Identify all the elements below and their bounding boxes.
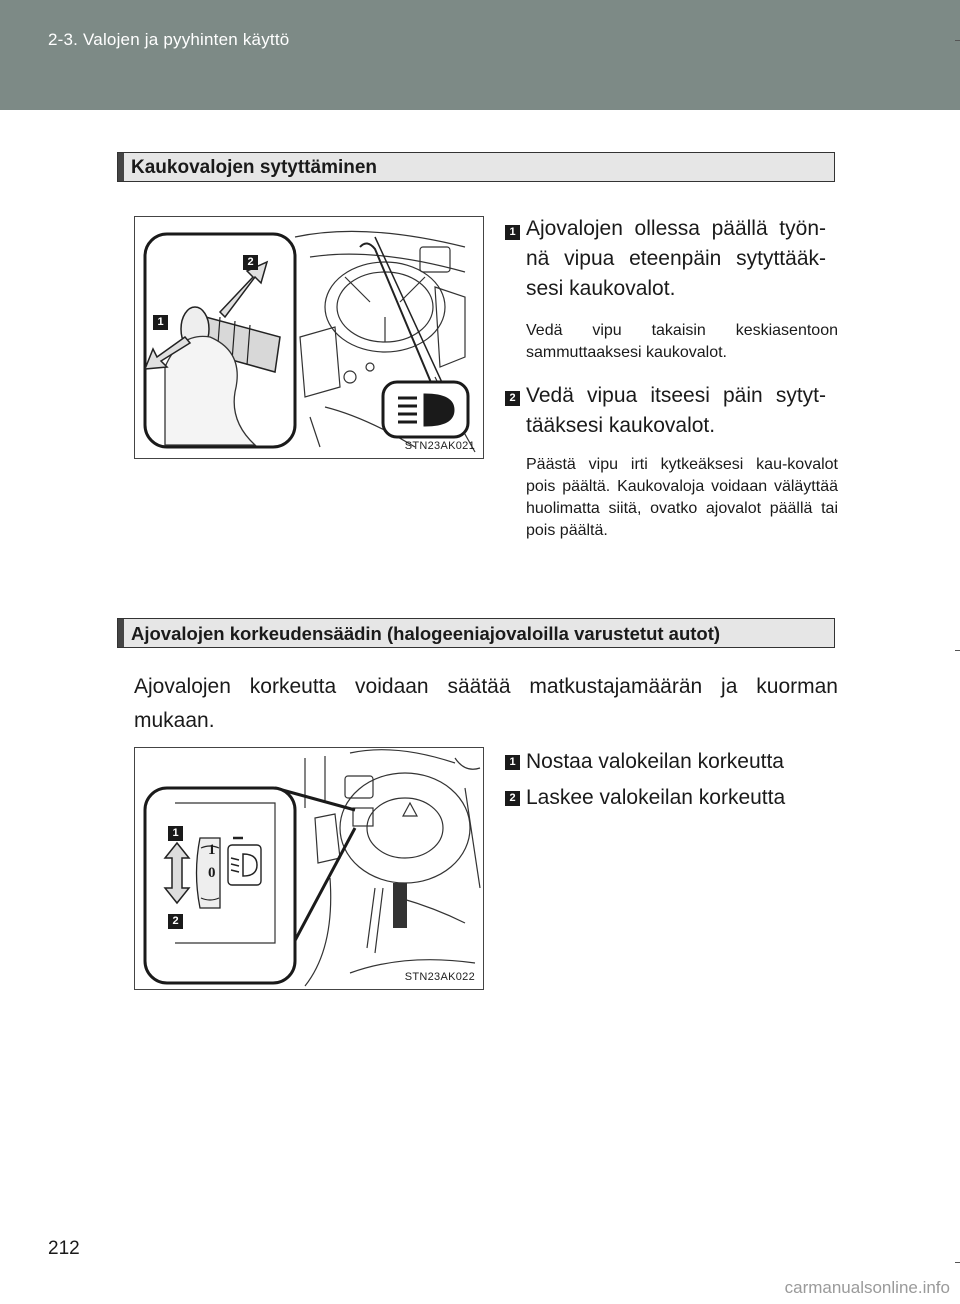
lever-illustration [135, 217, 484, 459]
figure-badge-1: 1 [153, 315, 168, 330]
figure-code: STN23AK022 [404, 971, 475, 983]
section2-intro: Ajovalojen korkeutta voidaan säätää matkustajamäärän ja kuorman mukaan. [134, 675, 838, 732]
section-heading-text: Ajovalojen korkeudensäädin (halogeeniajovaloilla varustetut autot) [131, 623, 721, 644]
chapter-title: 2-3. Valojen ja pyyhinten käyttö [48, 30, 290, 49]
step-badge-2: 2 [505, 391, 520, 406]
crop-mark [955, 1262, 960, 1263]
leveling-badge-1: 1 [505, 755, 520, 770]
crop-mark [955, 40, 960, 41]
figure-headlight-lever [134, 216, 484, 459]
page-number: 212 [48, 1238, 80, 1259]
section-heading-leveling [117, 618, 835, 648]
step-1-note: Vedä vipu takaisin keskiasentoon sammuttaaksesi kaukovalot. [526, 322, 838, 361]
leveling-badge-2: 2 [505, 791, 520, 806]
leveling-illustration [135, 748, 484, 990]
figure-code: STN23AK021 [404, 440, 475, 452]
leveling-item-2: Laskee valokeilan korkeutta [526, 786, 786, 809]
figure-badge-2: 2 [168, 914, 183, 929]
watermark: carmanualsonline.info [784, 1278, 950, 1297]
step-badge-1: 1 [505, 225, 520, 240]
chapter-header-band [0, 0, 960, 110]
figure-leveling-dial [134, 747, 484, 990]
step-1-text: Ajovalojen ollessa päällä työn-nä vipua eteenpäin sytyttääk-sesi kaukovalot. [526, 217, 826, 300]
figure-badge-2: 2 [243, 255, 258, 270]
dial-label-1: 1 [208, 842, 216, 858]
leveling-item-1: Nostaa valokeilan korkeutta [526, 750, 784, 773]
dial-label-0: 0 [208, 865, 216, 881]
heading-accent-bar [118, 153, 124, 181]
step-2-text: Vedä vipua itseesi päin sytyt-tääksesi kaukovalot. [526, 384, 826, 437]
crop-mark [955, 650, 960, 651]
section-heading-text: Kaukovalojen sytyttäminen [131, 157, 378, 178]
section-heading-high-beam [117, 152, 835, 182]
heading-accent-bar [118, 619, 124, 647]
figure-badge-1: 1 [168, 826, 183, 841]
step-2-note: Päästä vipu irti kytkeäksesi kau-kovalot pois päältä. Kaukovaloja voidaan väläyttää huolimatta siitä, ovatko ajovalot päällä tai pois päältä. [526, 456, 838, 539]
